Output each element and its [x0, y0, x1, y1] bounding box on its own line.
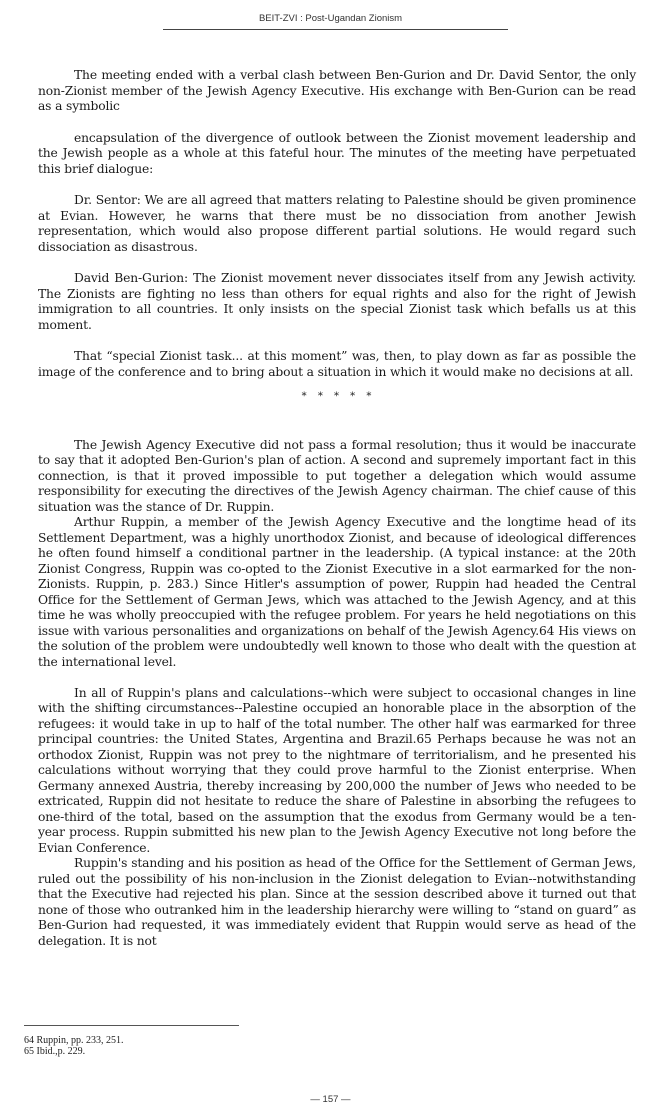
paragraph: encapsulation of the divergence of outlook between the Zionist movement leadership and the Jewish people as a whole at this fateful hour. The minutes of the meeting have perpetuated this brief dialogue:	[38, 130, 636, 176]
footnote-64: 64 Ruppin, pp. 233, 251.	[24, 1035, 124, 1046]
paragraph: Dr. Sentor: We are all agreed that matters relating to Palestine should be given prominence at Evian. However, he warns that there must be no dissociation from another Jewish representation, which would also propose different partial solutions. He would regard such dissociation as disastrous.	[38, 193, 636, 254]
section-break: * * * * *	[301, 391, 373, 402]
paragraph: Arthur Ruppin, a member of the Jewish Agency Executive and the longtime head of its Settlement Department, was a highly unorthodox Zionist, and because of ideological differences he often found himself a conditional partner in the leadership. (A typical instance: at the 20th Zionist Congress, Ruppin was co-opted to the Zionist Executive in a slot earmarked for the non-Zionists. Ruppin, p. 283.) Since Hitler's assumption of power, Ruppin had headed the Central Office for the Settlement of German Jews, which was attached to the Jewish Agency, and at this time he was wholly preoccupied with the refugee problem. For years he held negotiations on this issue with various personalities and organizations on behalf of the Jewish Agency.64 His views on the solution of the problem were undoubtedly well known to those who dealt with the question at the international level.	[38, 515, 636, 669]
page-body	[38, 68, 636, 949]
paragraph: In all of Ruppin's plans and calculations--which were subject to occasional changes in line with the shifting circumstances--Palestine occupied an honorable place in the absorption of the refugees: it would take in up to half of the total number. The other half was earmarked for three principal countries: the United States, Argentina and Brazil.65 Perhaps because he was not an orthodox Zionist, Ruppin was not prey to the nightmare of territorialism, and he presented his calculations without worrying that they could prove harmful to the Zionist enterprise. When Germany annexed Austria, thereby increasing by 200,000 the number of Jews who needed to be extricated, Ruppin did not hesitate to reduce the share of Palestine in absorbing the refugees to one-third of the total, based on the assumption that the exodus from Germany would be a ten-year process. Ruppin submitted his new plan to the Jewish Agency Executive not long before the Evian Conference.	[38, 685, 636, 855]
paragraph: The Jewish Agency Executive did not pass a formal resolution; thus it would be inaccurate to say that it adopted Ben-Gurion's plan of action. A second and supremely important fact in this connection, is that it proved impossible to put together a delegation which would assume responsibility for executing the directives of the Jewish Agency chairman. The chief cause of this situation was the stance of Dr. Ruppin.	[38, 437, 636, 514]
page-number: — 157 —	[310, 1094, 351, 1105]
header-rule	[163, 29, 508, 30]
paragraph: Ruppin's standing and his position as head of the Office for the Settlement of German Jews, ruled out the possibility of his non-inclusion in the Zionist delegation to Evian--notwithstanding that the Executive had rejected his plan. Since at the session described above it turned out that none of those who outranked him in the leadership hierarchy were willing to “stand on guard” as Ben-Gurion had requested, it was immediately evident that Ruppin would serve as head of the delegation. It is not	[38, 856, 636, 948]
footnote-rule	[24, 1025, 239, 1026]
paragraph: The meeting ended with a verbal clash between Ben-Gurion and Dr. David Sentor, the only non-Zionist member of the Jewish Agency Executive. His exchange with Ben-Gurion can be read as a symbolic	[38, 68, 636, 113]
footnote-65: 65 Ibid.,p. 229.	[24, 1046, 86, 1057]
paragraph: That “special Zionist task... at this moment” was, then, to play down as far as possible the image of the conference and to bring about a situation in which it would make no decisions at all.	[38, 349, 636, 379]
running-header: BEIT-ZVI : Post-Ugandan Zionism	[258, 13, 403, 24]
paragraph: David Ben-Gurion: The Zionist movement never dissociates itself from any Jewish activity. The Zionists are fighting no less than others for equal rights and also for the right of Jewish immigration to all countries. It only insists on the special Zionist task which befalls us at this moment.	[38, 271, 636, 332]
footnotes	[24, 1035, 123, 1057]
